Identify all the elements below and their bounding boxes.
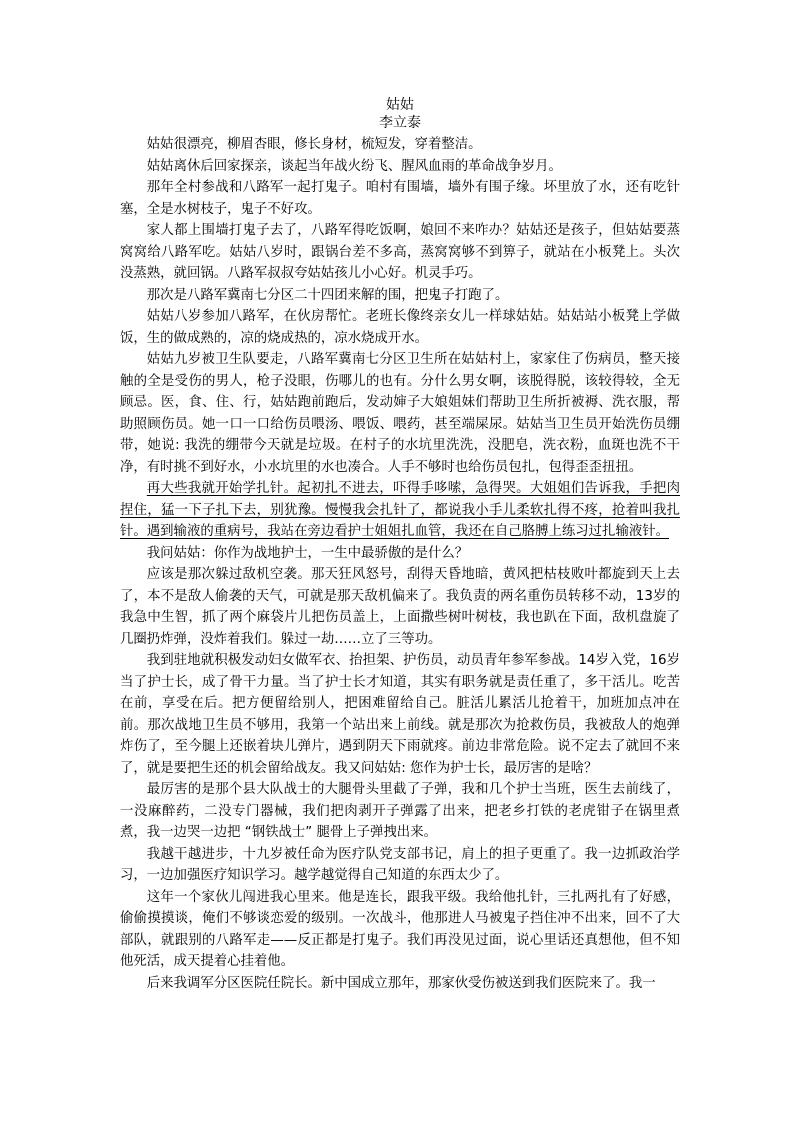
- document-page: [120, 96, 680, 994]
- paragraph-9: 我问姑姑：你作为战地护士，一生中最骄傲的是什么？: [146, 545, 469, 561]
- document-title: 姑姑: [386, 97, 414, 113]
- document-author: 李立泰: [379, 115, 421, 131]
- paragraph-2: 姑姑离休后回家探亲，谈起当年战火纷飞、腥风血雨的革命战争岁月。: [146, 158, 562, 174]
- paragraph-10: 应该是那次躲过敌机空袭。那天狂风怒号，刮得天昏地暗，黄风把枯枝败叶都旋到天上去了，本不是敌人偷袭的天气，可就是那天敌机偏来了。我负责的两名重伤员转移不动，13岁的我急中生智，抓了两个麻袋片儿把伤员盖上，上面撒些树叶树枝，我也趴在下面，敌机盘旋了几圈扔炸弹，没炸着我们。躲过一劫……立了三等功。: [120, 567, 680, 647]
- paragraph-14: 这年一个家伙儿闯进我心里来。他是连长，跟我平级。我给他扎针，三扎两扎有了好感，偷偷摸摸谈，俺们不够谈恋爱的级别。一次战斗，他那进人马被鬼子挡住冲不出来，回不了大部队，就跟别的八路军走——反正都是打鬼子。我们再没见过面，说心里话还真想他，但不知他死活，成天提着心挂着他。: [120, 889, 680, 969]
- paragraph-7: 姑姑九岁被卫生队要走，八路军冀南七分区卫生所在姑姑村上，家家住了伤病员，整天接触的全是受伤的男人，枪子没眼，伤哪儿的也有。分什么男女啊，该脱得脱，该较得较，全无顾忌。医，食、住、行，姑姑跑前跑后，发动婶子大娘姐妹们帮助卫生所折被褥、洗衣服，帮助照顾伤员。她一口一口给伤员喂汤、喂饭、喂药，甚至端屎尿。姑姑当卫生员开始洗伤员绷带，她说: 我洗的绷带今天就是垃圾。在村子的水坑里洗洗，没肥皂，洗衣粉，血斑也洗不干净，有时挑不到好水，小水坑里的水也凑合。人手不够时也给伤员包扎，包得歪歪扭扭。: [120, 352, 680, 475]
- paragraph-6: 姑姑八岁参加八路军，在伙房帮忙。老班长像终亲女儿一样球姑姑。姑姑站小板凳上学做饭，生的做成熟的，凉的烧成热的，凉水烧成开水。: [120, 309, 680, 346]
- paragraph-12: 最厉害的是那个县大队战士的大腿骨头里截了子弹，我和几个护士当班，医生去前线了，一没麻醉药，二没专门器械，我们把肉剥开子弹露了出来，把老乡打铁的老虎钳子在锅里煮煮，我一边哭一边把 “钢铁战士” 腿骨上子弹拽出来。: [120, 782, 680, 840]
- paragraph-1: 姑姑很漂亮，柳眉杏眼，修长身材，梳短发，穿着整洁。: [146, 137, 482, 152]
- paragraph-11: 我到驻地就积极发动妇女做军衣、抬担架、护伤员，动员青年参军参战。14岁入党，16岁当了护士长，成了骨干力量。当了护士长才知道，其实有职务就是责任重了，多干活儿。吃苦在前，享受在后。把方便留给别人，把困难留给自己。脏活儿累活儿抢着干，加班加点冲在前。那次战地卫生员不够用，我第一个站出来上前线。就是那次为抢救伤员，我被敌人的炮弹炸伤了，至今腿上还嵌着块儿弹片，遇到阴天下雨就疼。前边非常危险。说不定去了就回不来了，就是要把生还的机会留给战友。我又问姑姑: 您作为护士长，最厉害的是啥？: [120, 653, 680, 776]
- paragraph-3: 那年全村参战和八路军一起打鬼子。咱村有围墙，墙外有围子缘。坏里放了水，还有吃针塞，全是水树枝子，鬼子不好攻。: [120, 180, 680, 217]
- paragraph-4: 家人都上围墙打鬼子去了，八路军得吃饭啊，娘回不来咋办？姑姑还是孩子，但姑姑要蒸窝窝给八路军吃。姑姑八岁时，跟锅台差不多高，蒸窝窝够不到箅子，就站在小板凳上。头次没蒸熟，就回锅。八路军叔叔夸姑姑孩儿小心好。机灵手巧。: [120, 223, 680, 281]
- paragraph-5: 那次是八路军冀南七分区二十四团来解的围，把鬼子打跑了。: [146, 287, 509, 303]
- paragraph-13: 我越干越进步，十九岁被任命为医疗队党支部书记，肩上的担子更重了。我一边抓政治学习，一边加强医疗知识学习。越学越觉得自己知道的东西太少了。: [120, 846, 680, 883]
- paragraph-8-underlined: 再大些我就开始学扎针。起初扎不进去，吓得手哆嗦，急得哭。大姐姐们告诉我，手把肉捏住，猛一下子扎下去，别犹豫。慢慢我会扎针了，都说我小手儿柔软扎得不疼，抢着叫我扎针。遇到输液的重病号，我站在旁边看护士姐姐扎血管，我还在自己胳膊上练习过扎输液针。: [120, 481, 680, 539]
- paragraph-15: 后来我调军分区医院任院长。新中国成立那年，那家伙受伤被送到我们医院来了。我一: [146, 975, 656, 991]
